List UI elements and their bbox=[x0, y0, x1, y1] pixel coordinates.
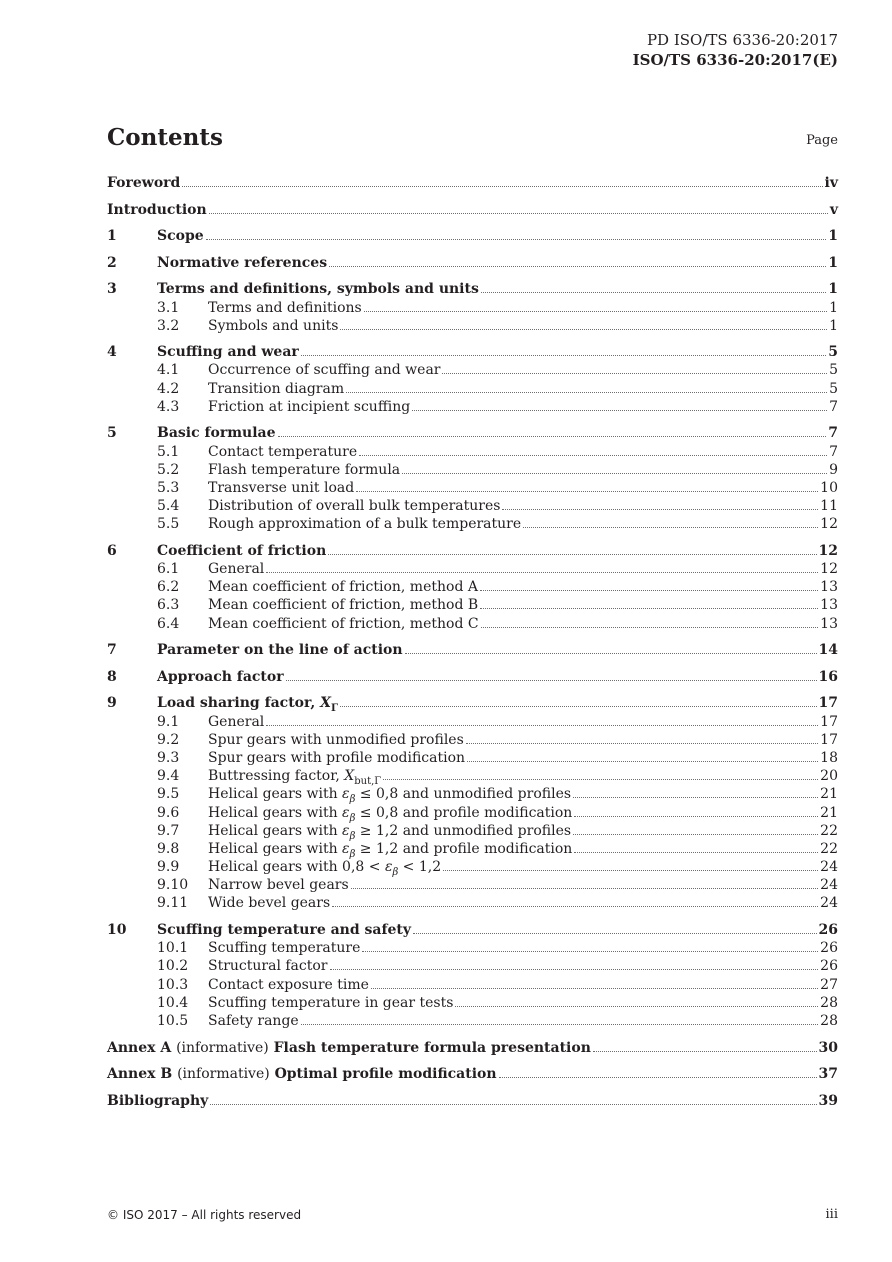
toc-entry-number: 4.3 bbox=[157, 398, 180, 415]
toc-entry-number: 4.1 bbox=[157, 362, 180, 379]
toc-entry[interactable] bbox=[107, 344, 838, 362]
toc-entry-number: 9.1 bbox=[157, 713, 180, 730]
toc-entry-number: 4.2 bbox=[157, 380, 180, 397]
toc-entry-title: Basic formulae bbox=[157, 425, 276, 442]
toc-entry-title: Normative references bbox=[157, 254, 328, 271]
toc-entry-page: 26 bbox=[820, 940, 838, 957]
toc-entry-page: 28 bbox=[820, 1012, 838, 1029]
toc-leader-dots bbox=[402, 473, 827, 474]
toc-entry-page: 1 bbox=[828, 281, 838, 298]
toc-leader-dots bbox=[593, 1051, 817, 1052]
toc-entry-number: 6 bbox=[107, 542, 117, 559]
toc-entry-page: 37 bbox=[818, 1066, 838, 1083]
toc-leader-dots bbox=[210, 1104, 816, 1105]
toc-leader-dots bbox=[466, 743, 818, 744]
toc-entry-page: 17 bbox=[820, 731, 838, 748]
toc-leader-dots bbox=[371, 988, 818, 989]
toc-entry-number: 9.8 bbox=[157, 840, 180, 857]
toc-entry[interactable] bbox=[107, 922, 838, 940]
toc-entry[interactable] bbox=[107, 480, 838, 498]
toc-entry-page: 14 bbox=[818, 642, 838, 659]
toc-leader-dots bbox=[574, 852, 818, 853]
toc-entry-title: Annex B (informative) Optimal profile modification bbox=[107, 1066, 497, 1083]
toc-entry-page: 9 bbox=[829, 461, 838, 478]
toc-entry-number: 10.1 bbox=[157, 940, 189, 957]
toc-leader-dots bbox=[330, 969, 819, 970]
toc-entry-number: 5.4 bbox=[157, 498, 180, 515]
footer-page-number: iii bbox=[825, 1207, 838, 1222]
toc-leader-dots bbox=[328, 554, 816, 555]
toc-entry-page: 26 bbox=[820, 958, 838, 975]
toc-entry[interactable] bbox=[107, 399, 838, 417]
toc-entry-title: Safety range bbox=[208, 1012, 299, 1029]
toc-entry-page: 1 bbox=[829, 317, 838, 334]
toc-entry-title: Symbols and units bbox=[208, 317, 339, 334]
toc-leader-dots bbox=[346, 392, 827, 393]
toc-leader-dots bbox=[356, 491, 818, 492]
toc-entry-number: 6.4 bbox=[157, 615, 180, 632]
toc-entry-title: Contact temperature bbox=[208, 443, 358, 460]
toc-entry-title: Terms and definitions bbox=[208, 299, 362, 316]
toc-entry[interactable] bbox=[107, 669, 838, 687]
toc-entry-title: Load sharing factor, $X_\Gamma$ bbox=[157, 695, 339, 715]
toc-entry-title: Introduction bbox=[107, 201, 207, 218]
toc-entry-number: 10 bbox=[107, 922, 127, 939]
toc-entry-title: Scuffing and wear bbox=[157, 344, 299, 361]
toc-leader-dots bbox=[405, 653, 817, 654]
toc-entry-title: Structural factor bbox=[208, 958, 328, 975]
toc-entry-title: Transition diagram bbox=[208, 380, 345, 397]
toc-entry-page: 11 bbox=[820, 498, 838, 515]
toc-leader-dots bbox=[182, 186, 822, 187]
toc-entry-page: 17 bbox=[820, 713, 838, 730]
toc-entry[interactable] bbox=[107, 498, 838, 516]
toc-entry-page: 13 bbox=[820, 597, 838, 614]
toc-entry-page: v bbox=[829, 201, 838, 218]
toc-entry-number: 5.5 bbox=[157, 516, 180, 533]
toc-entry-page: 13 bbox=[820, 615, 838, 632]
toc-entry-page: 24 bbox=[820, 895, 838, 912]
toc-entry-page: 1 bbox=[829, 299, 838, 316]
toc-entry-page: 21 bbox=[820, 804, 838, 821]
toc-entry-number: 6.1 bbox=[157, 561, 180, 578]
toc-entry-title: Bibliography bbox=[107, 1092, 209, 1109]
toc-leader-dots bbox=[266, 572, 818, 573]
toc-leader-dots bbox=[301, 355, 826, 356]
toc-leader-dots bbox=[499, 1077, 817, 1078]
toc-entry[interactable] bbox=[107, 444, 838, 462]
toc-entry[interactable] bbox=[107, 750, 838, 768]
toc-entry-title: Approach factor bbox=[157, 668, 284, 685]
toc-entry-title: Scope bbox=[157, 228, 204, 245]
toc-entry-number: 6.3 bbox=[157, 597, 180, 614]
toc-entry[interactable] bbox=[107, 202, 838, 220]
toc-entry-page: 5 bbox=[829, 380, 838, 397]
toc-entry[interactable] bbox=[107, 462, 838, 480]
toc-entry[interactable] bbox=[107, 695, 838, 713]
toc-entry-title: Terms and definitions, symbols and units bbox=[157, 281, 479, 298]
toc-entry-page: 7 bbox=[828, 425, 838, 442]
toc-entry-title: Helical gears with $\varepsilon_\beta \ge 1,2$ and profile modification bbox=[208, 840, 573, 860]
toc-entry-number: 5.2 bbox=[157, 461, 180, 478]
document-header bbox=[633, 30, 838, 70]
toc-entry[interactable] bbox=[107, 1093, 838, 1111]
toc-leader-dots bbox=[359, 455, 827, 456]
toc-entry-number: 5 bbox=[107, 425, 117, 442]
toc-entry-title: Spur gears with unmodified profiles bbox=[208, 731, 464, 748]
toc-entry-page: 17 bbox=[818, 695, 838, 712]
toc-entry[interactable] bbox=[107, 281, 838, 299]
toc-entry-page: 12 bbox=[818, 542, 838, 559]
toc-entry-page: 22 bbox=[820, 822, 838, 839]
toc-leader-dots bbox=[362, 951, 818, 952]
footer-copyright: © ISO 2017 – All rights reserved bbox=[107, 1208, 302, 1222]
toc-leader-dots bbox=[278, 436, 827, 437]
toc-entry[interactable] bbox=[107, 300, 838, 318]
toc-entry[interactable] bbox=[107, 877, 838, 895]
toc-entry-title: Wide bevel gears bbox=[208, 895, 331, 912]
toc-entry-number: 9.10 bbox=[157, 877, 189, 894]
toc-leader-dots bbox=[573, 834, 818, 835]
toc-entry-title: Parameter on the line of action bbox=[157, 642, 403, 659]
toc-entry[interactable] bbox=[107, 616, 838, 634]
toc-leader-dots bbox=[523, 527, 818, 528]
toc-entry-title: Friction at incipient scuffing bbox=[208, 398, 411, 415]
toc-entry-page: 13 bbox=[820, 579, 838, 596]
toc-entry-title: Narrow bevel gears bbox=[208, 877, 349, 894]
toc-entry-number: 10.2 bbox=[157, 958, 189, 975]
toc-entry-number: 9.6 bbox=[157, 804, 180, 821]
toc-entry[interactable] bbox=[107, 958, 838, 976]
toc-leader-dots bbox=[480, 608, 818, 609]
toc-entry-title: Scuffing temperature in gear tests bbox=[208, 994, 454, 1011]
toc-leader-dots bbox=[351, 888, 818, 889]
toc-entry-title: Distribution of overall bulk temperatures bbox=[208, 498, 501, 515]
toc-entry-title: Contact exposure time bbox=[208, 976, 369, 993]
toc-entry-page: 5 bbox=[829, 362, 838, 379]
toc-entry-title: Scuffing temperature and safety bbox=[157, 922, 411, 939]
toc-entry[interactable] bbox=[107, 1040, 838, 1058]
toc-entry-page: 7 bbox=[829, 443, 838, 460]
toc-leader-dots bbox=[573, 797, 818, 798]
toc-entry-number: 3.1 bbox=[157, 299, 180, 316]
toc-entry-number: 5.3 bbox=[157, 479, 180, 496]
toc-entry[interactable] bbox=[107, 823, 838, 841]
toc-entry-number: 8 bbox=[107, 668, 117, 685]
toc-entry-title: Buttressing factor, $X_{but,\Gamma}$ bbox=[208, 768, 382, 787]
toc-entry-number: 5.1 bbox=[157, 443, 180, 460]
toc-entry-page: 12 bbox=[820, 561, 838, 578]
toc-entry-page: 21 bbox=[820, 786, 838, 803]
toc-entry-number: 6.2 bbox=[157, 579, 180, 596]
header-line-2: ISO/TS 6336-20:2017(E) bbox=[632, 51, 838, 69]
toc-entry-page: 20 bbox=[820, 768, 838, 785]
toc-entry-number: 9.7 bbox=[157, 822, 180, 839]
toc-entry-page: 7 bbox=[829, 398, 838, 415]
toc-entry-page: iv bbox=[824, 175, 838, 191]
toc-leader-dots bbox=[364, 311, 827, 312]
toc-entry[interactable] bbox=[107, 425, 838, 443]
toc-entry[interactable] bbox=[107, 516, 838, 534]
toc-leader-dots bbox=[286, 680, 817, 681]
toc-entry-page: 18 bbox=[820, 749, 838, 766]
toc-leader-dots bbox=[481, 627, 819, 628]
toc-leader-dots bbox=[480, 590, 818, 591]
toc-leader-dots bbox=[467, 761, 818, 762]
toc-entry-number: 9.5 bbox=[157, 786, 180, 803]
toc-entry-page: 30 bbox=[818, 1039, 838, 1056]
toc-entry-page: 26 bbox=[818, 922, 838, 939]
toc-entry[interactable] bbox=[107, 381, 838, 399]
toc-entry[interactable] bbox=[107, 175, 838, 193]
toc-entry-title: Helical gears with $0,8 < \varepsilon_\beta < 1,2$ bbox=[208, 859, 442, 878]
toc-entry-page: 28 bbox=[820, 994, 838, 1011]
toc-entry-number: 3 bbox=[107, 281, 117, 298]
toc-leader-dots bbox=[340, 329, 827, 330]
toc-entry-title: General bbox=[208, 713, 265, 730]
toc-entry-title: Rough approximation of a bulk temperature bbox=[208, 516, 522, 533]
toc-entry[interactable] bbox=[107, 995, 838, 1013]
toc-entry[interactable] bbox=[107, 940, 838, 958]
toc-entry-number: 10.4 bbox=[157, 994, 189, 1011]
toc-entry-title: Helical gears with $\varepsilon_\beta \ge 1,2$ and unmodified profiles bbox=[208, 822, 572, 842]
toc-entry[interactable] bbox=[107, 597, 838, 615]
toc-leader-dots bbox=[502, 509, 818, 510]
toc-leader-dots bbox=[443, 870, 818, 871]
toc-entry-title: Spur gears with profile modification bbox=[208, 749, 466, 766]
toc-entry[interactable] bbox=[107, 805, 838, 823]
toc-entry-page: 27 bbox=[820, 976, 838, 993]
toc-entry[interactable] bbox=[107, 1066, 838, 1084]
toc-entry[interactable] bbox=[107, 1013, 838, 1031]
toc-entry-title: Scuffing temperature bbox=[208, 940, 361, 957]
toc-entry-page: 24 bbox=[820, 859, 838, 876]
toc-entry-title: General bbox=[208, 561, 265, 578]
toc-leader-dots bbox=[481, 292, 826, 293]
toc-entry-number: 9.3 bbox=[157, 749, 180, 766]
toc-entry[interactable] bbox=[107, 786, 838, 804]
toc-entry[interactable] bbox=[107, 543, 838, 561]
toc-leader-dots bbox=[340, 706, 816, 707]
toc-entry-title: Helical gears with $\varepsilon_\beta \le 0,8$ and profile modification bbox=[208, 804, 573, 824]
toc-entry-number: 10.5 bbox=[157, 1012, 189, 1029]
toc-leader-dots bbox=[412, 410, 827, 411]
toc-entry[interactable] bbox=[107, 362, 838, 380]
toc-entry[interactable] bbox=[107, 768, 838, 786]
toc-leader-dots bbox=[206, 239, 827, 240]
toc-entry-number: 9.9 bbox=[157, 859, 180, 876]
toc-entry[interactable] bbox=[107, 841, 838, 859]
page-title: Contents bbox=[107, 124, 223, 151]
toc-entry-title: Transverse unit load bbox=[208, 479, 355, 496]
toc-entry-title: Helical gears with $\varepsilon_\beta \le 0,8$ and unmodified profiles bbox=[208, 786, 572, 806]
toc-entry-number: 9.11 bbox=[157, 895, 189, 912]
toc-entry[interactable] bbox=[107, 228, 838, 246]
toc-entry-page: 1 bbox=[828, 254, 838, 271]
toc-entry[interactable] bbox=[107, 977, 838, 995]
toc-entry-page: 39 bbox=[818, 1092, 838, 1109]
toc-entry[interactable] bbox=[107, 318, 838, 336]
toc-leader-dots bbox=[266, 725, 818, 726]
toc-entry[interactable] bbox=[107, 895, 838, 913]
toc-entry-title: Mean coefficient of friction, method C bbox=[208, 615, 479, 632]
toc-entry-page: 5 bbox=[828, 344, 838, 361]
toc-entry-number: 9.4 bbox=[157, 768, 180, 785]
toc-entry[interactable] bbox=[107, 642, 838, 660]
toc-entry-title: Coefficient of friction bbox=[157, 542, 327, 559]
toc-leader-dots bbox=[413, 933, 817, 934]
toc-entry-title: Annex A (informative) Flash temperature formula presentation bbox=[107, 1039, 591, 1056]
toc-entry[interactable] bbox=[107, 714, 838, 732]
toc-entry[interactable] bbox=[107, 561, 838, 579]
toc-leader-dots bbox=[332, 906, 818, 907]
toc-entry-number: 10.3 bbox=[157, 976, 189, 993]
toc-entry-page: 10 bbox=[820, 479, 838, 496]
toc-entry-number: 3.2 bbox=[157, 317, 180, 334]
toc-entry-title: Flash temperature formula bbox=[208, 461, 401, 478]
toc-entry[interactable] bbox=[107, 859, 838, 877]
toc-entry-page: 24 bbox=[820, 877, 838, 894]
toc-leader-dots bbox=[301, 1024, 818, 1025]
toc-entry-number: 4 bbox=[107, 344, 117, 361]
toc-leader-dots bbox=[455, 1006, 818, 1007]
toc-entry-number: 7 bbox=[107, 642, 117, 659]
toc-leader-dots bbox=[209, 213, 828, 214]
toc-entry-title: Mean coefficient of friction, method A bbox=[208, 579, 478, 596]
page-column-label: Page bbox=[806, 133, 838, 148]
toc-entry-number: 9 bbox=[107, 695, 117, 712]
table-of-contents bbox=[107, 175, 838, 1111]
toc-entry-title: Foreword bbox=[107, 175, 181, 191]
toc-entry[interactable] bbox=[107, 579, 838, 597]
toc-entry-title: Mean coefficient of friction, method B bbox=[208, 597, 479, 614]
header-line-1: PD ISO/TS 6336-20:2017 bbox=[646, 31, 838, 49]
toc-entry-number: 1 bbox=[107, 228, 117, 245]
toc-entry-title: Occurrence of scuffing and wear bbox=[208, 362, 441, 379]
toc-leader-dots bbox=[329, 266, 826, 267]
toc-entry-number: 2 bbox=[107, 254, 117, 271]
toc-entry[interactable] bbox=[107, 732, 838, 750]
toc-entry-page: 12 bbox=[820, 516, 838, 533]
toc-entry-number: 9.2 bbox=[157, 731, 180, 748]
toc-leader-dots bbox=[383, 779, 818, 780]
toc-leader-dots bbox=[574, 816, 818, 817]
toc-entry[interactable] bbox=[107, 255, 838, 273]
toc-leader-dots bbox=[442, 373, 827, 374]
toc-entry-page: 16 bbox=[818, 668, 838, 685]
toc-entry-page: 1 bbox=[828, 228, 838, 245]
toc-entry-page: 22 bbox=[820, 840, 838, 857]
